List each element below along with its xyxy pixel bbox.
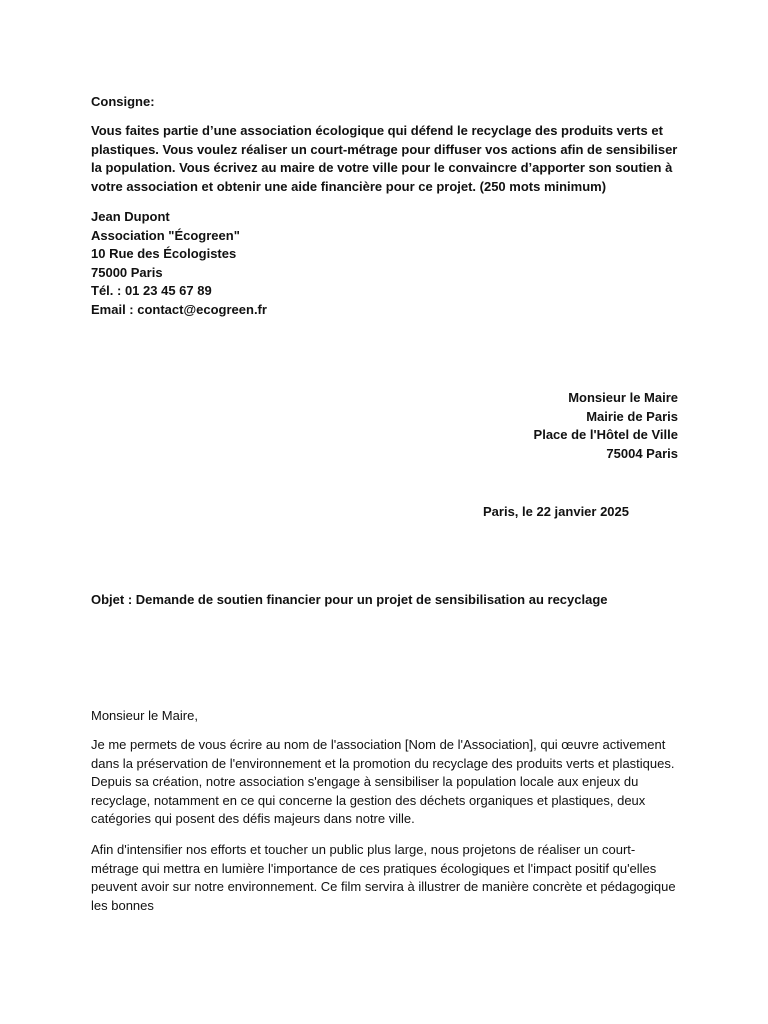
date-line: Paris, le 22 janvier 2025: [483, 504, 629, 519]
recipient-address-block: [420, 389, 678, 463]
recipient-office: Mairie de Paris: [586, 408, 678, 424]
consigne-label: Consigne:: [91, 94, 155, 109]
sender-city: 75000 Paris: [91, 264, 163, 280]
letter-paragraph-2: Afin d'intensifier nos efforts et toucher un public plus large, nous projetons de réaliser un court-métrage qui mettra en lumière l'importance de ces pratiques écologiques et l'impact positif qu'elles peuvent avoir sur notre environnement. Ce film servira à illustrer de manière concrète et pédagogique les bonnes: [91, 842, 676, 913]
sender-email: Email : contact@ecogreen.fr: [91, 301, 267, 317]
subject-line: Objet : Demande de soutien financier pour un projet de sensibilisation au recyclage: [91, 592, 608, 607]
letter-paragraph-1: Je me permets de vous écrire au nom de l'association [Nom de l'Association], qui œuvre activement dans la préservation de l'environnement et la promotion du recyclage des produits verts et plastiques. Depuis sa création, notre association s'engage à sensibiliser la population locale aux enjeux du recyclage, notamment en ce qui concerne la gestion des déchets organiques et plastiques, deux catégories qui posent des défis majeurs dans notre ville.: [91, 737, 675, 827]
recipient-city: 75004 Paris: [606, 445, 678, 461]
sender-phone: Tél. : 01 23 45 67 89: [91, 283, 212, 299]
salutation: Monsieur le Maire,: [91, 708, 198, 723]
sender-street: 10 Rue des Écologistes: [91, 246, 237, 262]
sender-address-block: [91, 208, 681, 320]
recipient-title: Monsieur le Maire: [568, 390, 678, 405]
consigne-text: Vous faites partie d’une association écologique qui défend le recyclage des produits verts et plastiques. Vous voulez réaliser un court-métrage pour diffuser vos actions afin de sensibiliser la population. Vous écrivez au maire de votre ville pour le convaincre d’apporter son soutien à votre association et obtenir une aide financière pour ce projet. (250 mots minimum): [91, 123, 678, 194]
sender-association: Association "Écogreen": [91, 227, 240, 243]
recipient-street: Place de l'Hôtel de Ville: [533, 427, 678, 443]
sender-name: Jean Dupont: [91, 209, 170, 224]
